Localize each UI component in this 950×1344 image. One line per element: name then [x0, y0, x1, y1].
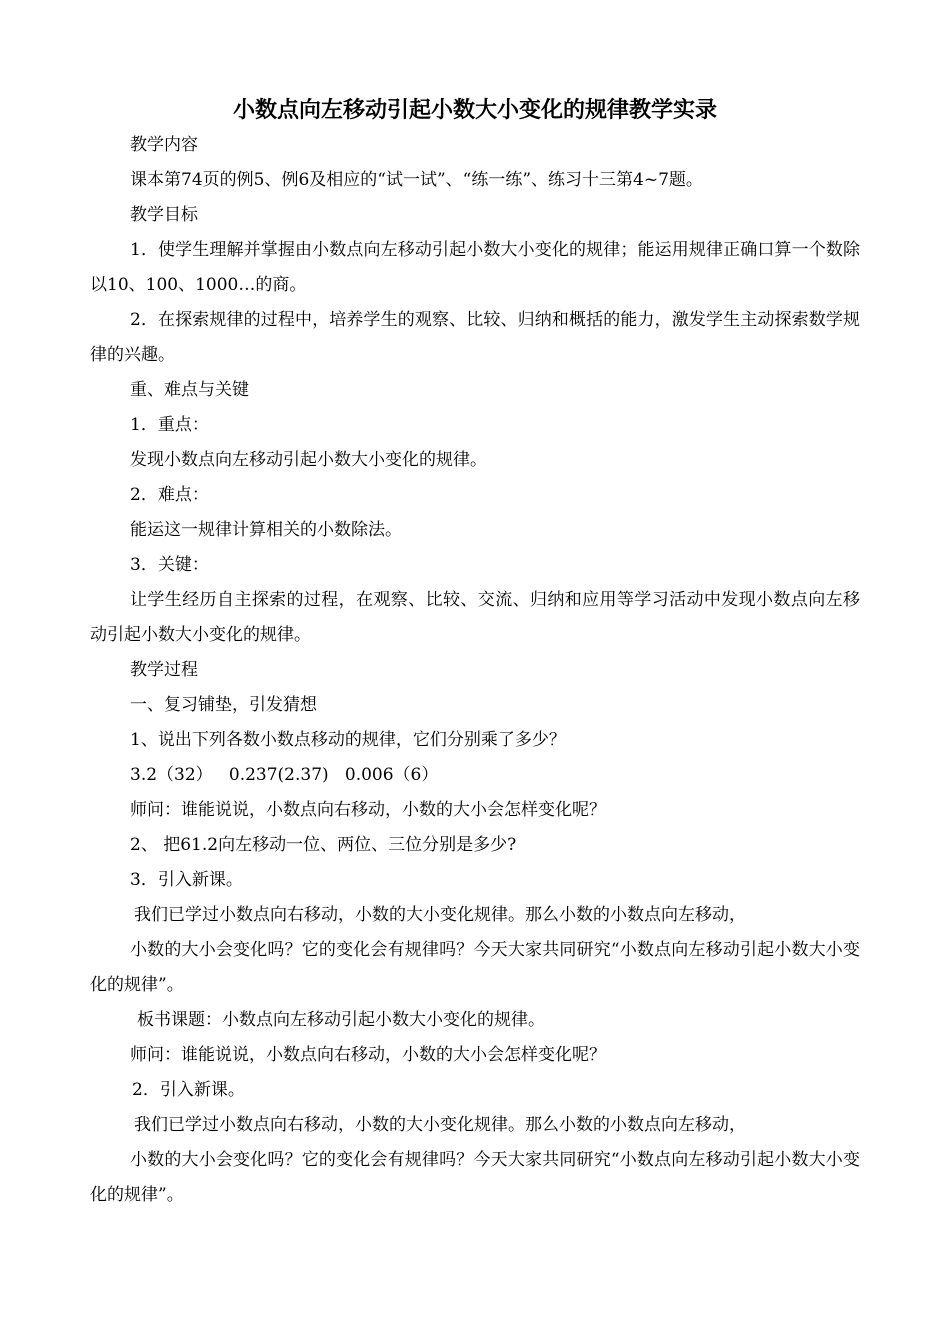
example-numbers: 3.2（32） 0.237(2.37) 0.006（6） [130, 765, 439, 785]
document-title: 小数点向左移动引起小数大小变化的规律教学实录 [232, 98, 717, 123]
heading-teaching-content: 教学内容 [130, 135, 198, 155]
board-title: 板书课题：小数点向左移动引起小数大小变化的规律。 [137, 1010, 545, 1030]
paragraph-intro-1b: 小数的大小会变化吗？它的变化会有规律吗？今天大家共同研究“小数点向左移动引起小数大小变化的规律”。 [90, 940, 860, 995]
label-key: 3．关键： [130, 555, 209, 575]
question-1: 1、说出下列各数小数点移动的规律，它们分别乘了多少？ [130, 730, 566, 750]
heading-teaching-process: 教学过程 [130, 660, 198, 680]
paragraph-focus: 发现小数点向左移动引起小数大小变化的规律。 [130, 450, 487, 470]
question-2: 2、 把61.2向左移动一位、两位、三位分别是多少? [130, 835, 517, 855]
paragraph-intro-1a: 我们已学过小数点向右移动，小数的大小变化规律。那么小数的小数点向左移动， [134, 905, 746, 925]
step-introduce-2: 2．引入新课。 [132, 1080, 245, 1100]
step-introduce-1: 3．引入新课。 [130, 870, 243, 890]
label-focus: 1．重点： [130, 415, 209, 435]
paragraph-intro-2b: 小数的大小会变化吗？它的变化会有规律吗？今天大家共同研究“小数点向左移动引起小数大小变化的规律”。 [90, 1150, 860, 1205]
heading-teaching-goals: 教学目标 [130, 205, 198, 225]
label-difficulty: 2．难点： [130, 485, 209, 505]
teacher-question-2: 师问：谁能说说，小数点向右移动，小数的大小会怎样变化呢？ [130, 1045, 606, 1065]
teacher-question-1: 师问：谁能说说，小数点向右移动，小数的大小会怎样变化呢？ [130, 800, 606, 820]
paragraph-difficulty: 能运这一规律计算相关的小数除法。 [130, 520, 402, 540]
paragraph-goal-2: 2．在探索规律的过程中，培养学生的观察、比较、归纳和概括的能力，激发学生主动探索数学规律的兴趣。 [90, 310, 860, 365]
section-review: 一、复习铺垫，引发猜想 [130, 695, 317, 715]
paragraph-intro-2a: 我们已学过小数点向右移动，小数的大小变化规律。那么小数的小数点向左移动， [134, 1115, 746, 1135]
paragraph-textbook-pages: 课本第74页的例5、例6及相应的“试一试”、“练一练”、练习十三第4~7题。 [130, 170, 703, 190]
paragraph-key: 让学生经历自主探索的过程，在观察、比较、交流、归纳和应用等学习活动中发现小数点向左移动引起小数大小变化的规律。 [90, 590, 860, 645]
paragraph-goal-1: 1．使学生理解并掌握由小数点向左移动引起小数大小变化的规律；能运用规律正确口算一个数除以10、100、1000…的商。 [90, 240, 860, 295]
heading-key-points: 重、难点与关键 [130, 380, 249, 400]
